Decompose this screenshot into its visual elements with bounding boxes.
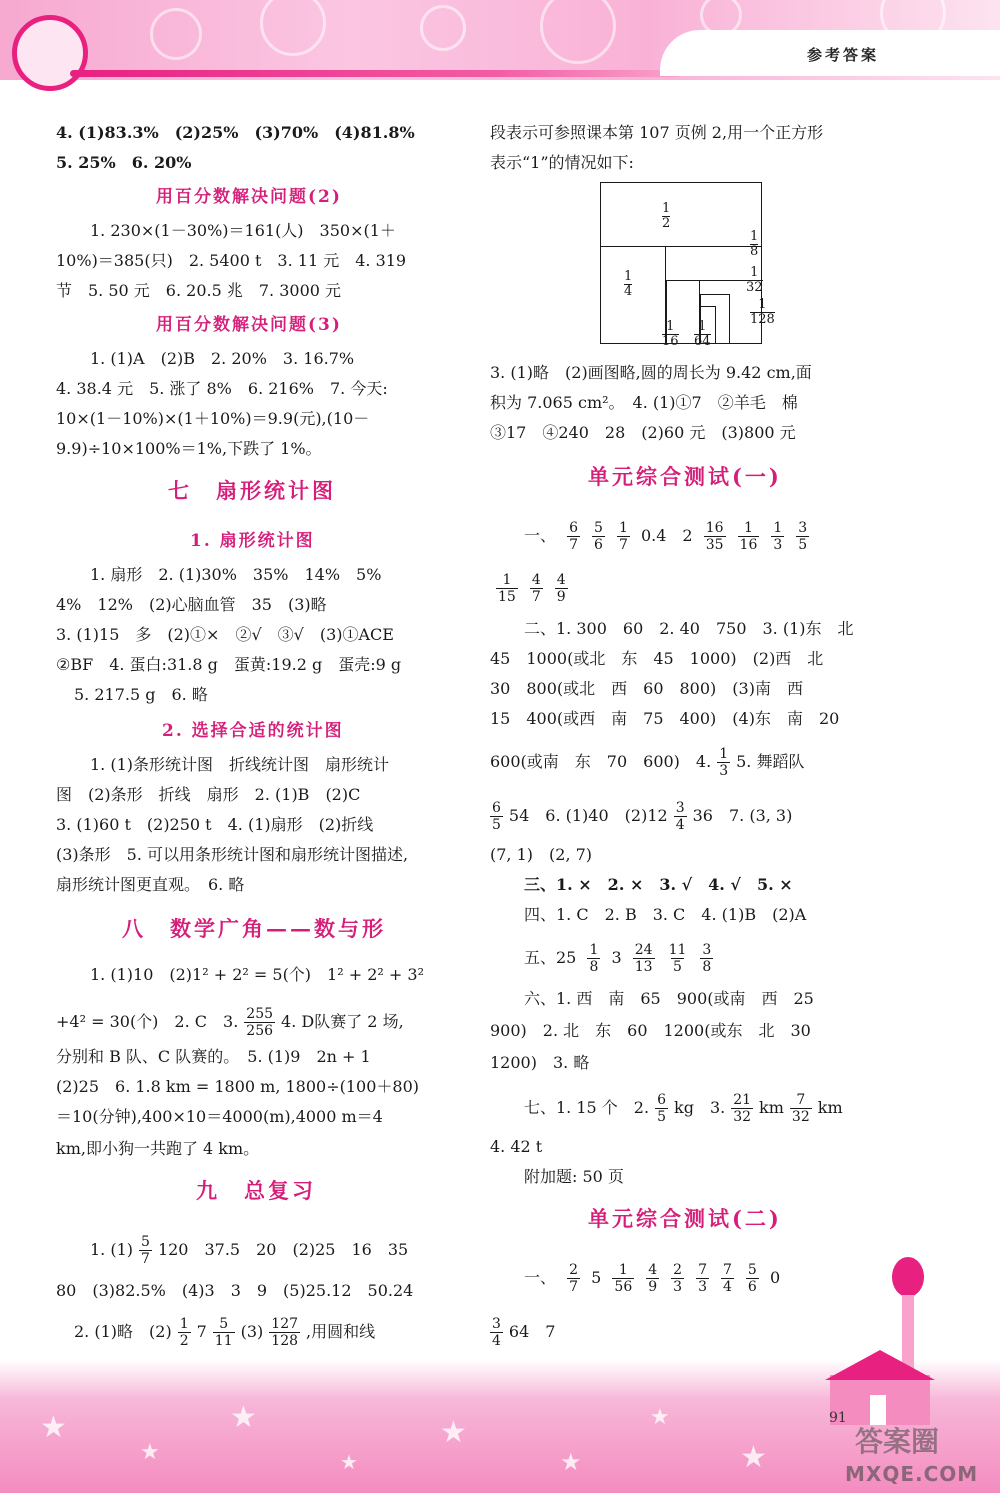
- denominator: 6: [747, 1279, 757, 1295]
- answer-line: 4% 12% (2)心脑血管 35 (3)略: [56, 595, 327, 614]
- denominator: 32: [733, 1109, 752, 1125]
- numerator: 16: [705, 520, 724, 536]
- denominator: 128: [750, 312, 775, 327]
- numerator: 4: [531, 572, 541, 588]
- answer-line: ＝10(分钟),400×10＝4000(m),4000 m＝4: [56, 1107, 383, 1126]
- answer-line: 10%)＝385(只) 2. 5400 t 3. 11 元 4. 319: [56, 251, 407, 270]
- denominator: 16: [662, 334, 679, 349]
- answer-line: ③17 ④240 28 (2)60 元 (3)800 元: [490, 423, 796, 442]
- answer-text: 5: [591, 1268, 602, 1287]
- answer-text: 54 6. (1)40 (2)12: [508, 806, 668, 825]
- answer-line: 附加题: 50 页: [524, 1167, 624, 1186]
- numerator: 2: [569, 1262, 579, 1278]
- page-title: 参考答案: [807, 46, 880, 64]
- denominator: 7: [569, 537, 579, 553]
- numerator: 7: [723, 1262, 732, 1278]
- denominator: 128: [271, 1333, 299, 1349]
- numerator: 3: [675, 800, 685, 816]
- answer-line: 扇形统计图更直观。 6. 略: [56, 875, 245, 894]
- fraction: [671, 1262, 684, 1295]
- fraction-group: [698, 520, 816, 553]
- answer-line: ②BF 4. 蛋白:31.8 g 蛋黄:19.2 g 蛋壳:9 g: [56, 655, 402, 674]
- answer-text: 7: [196, 1322, 207, 1341]
- denominator: 3: [673, 1279, 683, 1295]
- fraction: [721, 1262, 734, 1295]
- answer-line: 3. (1)15 多 (2)①× ②√ ③√ (3)①ACE: [56, 625, 394, 644]
- answer-line: 80 (3)82.5% (4)3 3 9 (5)25.12 50.24: [56, 1281, 414, 1300]
- answer-line: [490, 1316, 555, 1349]
- numerator: 5: [594, 520, 603, 536]
- star-icon: ★: [740, 1440, 767, 1475]
- denominator: 5: [492, 817, 501, 833]
- answer-line: 1. 230×(1－30%)＝161(人) 350×(1＋: [90, 221, 396, 240]
- answer-line: [490, 746, 804, 779]
- answer-line: 图 (2)条形 折线 扇形 2. (1)B (2)C: [56, 785, 361, 804]
- denominator: 32: [791, 1109, 810, 1125]
- fraction-group: [561, 1262, 586, 1295]
- answer-line: 表示“1”的情况如下:: [490, 153, 634, 172]
- numerator: 1: [750, 229, 759, 244]
- fraction: [490, 800, 503, 833]
- denominator: 8: [702, 959, 712, 975]
- answer-line: 9.9)÷10×100%＝1%,下跌了 1%。: [56, 439, 322, 458]
- fraction-group: [627, 942, 720, 975]
- fraction: [717, 746, 730, 779]
- answer-text: km: [759, 1098, 784, 1117]
- fraction: [700, 942, 713, 975]
- fraction: [738, 520, 760, 553]
- label-128th: [750, 298, 775, 327]
- answer-text: 1. (1): [90, 1240, 134, 1259]
- denominator: 11: [214, 1333, 233, 1349]
- fraction: [567, 1262, 580, 1295]
- fraction: [530, 572, 543, 605]
- denominator: 4: [723, 1279, 732, 1295]
- denominator: 3: [773, 537, 783, 553]
- label-half: [662, 202, 670, 231]
- answer-line: [524, 1262, 780, 1295]
- fraction: [617, 520, 630, 553]
- numerator: 24: [634, 942, 653, 958]
- answer-line: [524, 520, 815, 553]
- denominator: 6: [594, 537, 603, 553]
- fraction: [612, 1262, 634, 1295]
- answer-line: (2)25 6. 1.8 km = 1800 m, 1800÷(100＋80): [56, 1077, 420, 1096]
- denominator: 3: [719, 763, 729, 779]
- denominator: 15: [498, 589, 516, 605]
- answer-line: 4. 38.4 元 5. 涨了 8% 6. 216% 7. 今天:: [56, 379, 388, 398]
- answer-line: km,即小狗一共跑了 4 km。: [56, 1139, 260, 1158]
- answer-line: 5. 217.5 g 6. 略: [74, 685, 208, 704]
- answer-text: 0.4 2: [640, 526, 693, 545]
- fraction: [567, 520, 580, 553]
- label-quarter: [624, 270, 632, 299]
- answer-line: 3. (1)略 (2)画图略,圆的周长为 9.42 cm,面: [490, 363, 812, 382]
- fraction: [555, 572, 568, 605]
- answer-text: kg 3.: [674, 1098, 726, 1117]
- answer-line: 4. (1)83.3% (2)25% (3)70% (4)81.8%: [56, 123, 415, 142]
- numerator: 1: [758, 297, 767, 312]
- denominator: 9: [648, 1279, 658, 1295]
- answer-text: 一、: [524, 1268, 557, 1287]
- answer-text: 5. 舞蹈队: [736, 752, 805, 771]
- answer-line: 四、1. C 2. B 3. C 4. (1)B (2)A: [524, 905, 807, 924]
- answer-line: [524, 942, 719, 975]
- section-heading: 用百分数解决问题(3): [156, 315, 342, 335]
- fraction: [587, 942, 600, 975]
- answer-line: 1. (1)10 (2)1² + 2² = 5(个) 1² + 2² + 3²: [90, 965, 424, 984]
- section-heading: 1. 扇形统计图: [190, 531, 315, 551]
- numerator: 7: [698, 1262, 707, 1278]
- answer-text: 2. (1)略 (2): [74, 1322, 172, 1341]
- star-icon: ★: [140, 1440, 160, 1465]
- fraction: [244, 1006, 275, 1039]
- star-icon: ★: [650, 1405, 670, 1430]
- numerator: 1: [618, 1262, 628, 1278]
- chapter-heading: 七 扇形统计图: [168, 478, 336, 503]
- denominator: 7: [141, 1251, 150, 1267]
- numerator: 255: [246, 1006, 274, 1022]
- answer-text: 七、1. 15 个 2.: [524, 1098, 650, 1117]
- fraction-group: [561, 520, 636, 553]
- denominator: 4: [492, 1333, 501, 1349]
- star-icon: ★: [560, 1448, 582, 1476]
- label-sixteenth: [662, 320, 679, 349]
- fraction: [496, 572, 518, 605]
- watermark-url: MXQE.COM: [845, 1462, 979, 1486]
- answer-line: [90, 1234, 408, 1267]
- answer-line: 1. (1)A (2)B 2. 20% 3. 16.7%: [90, 349, 355, 368]
- answer-line: 3. (1)60 t (2)250 t 4. (1)扇形 (2)折线: [56, 815, 374, 834]
- numerator: 1: [666, 319, 675, 334]
- label-thirtysecond: [746, 266, 763, 295]
- numerator: 21: [733, 1092, 752, 1108]
- answer-line: [74, 1316, 375, 1349]
- denominator: 5: [657, 1109, 666, 1125]
- fraction: [790, 1092, 812, 1125]
- fraction: [178, 1316, 191, 1349]
- answer-line: 三、1. × 2. × 3. √ 4. √ 5. ×: [524, 875, 793, 894]
- numerator: 1: [773, 520, 783, 536]
- numerator: 1: [624, 269, 633, 284]
- fraction: [646, 1262, 659, 1295]
- answer-line: 六、1. 西 南 65 900(或南 西 25: [524, 989, 814, 1008]
- numerator: 1: [502, 572, 512, 588]
- numerator: 1: [662, 201, 671, 216]
- numerator: 4: [556, 572, 566, 588]
- fraction: [655, 1092, 668, 1125]
- fraction-group: [606, 1262, 764, 1295]
- numerator: 4: [648, 1262, 658, 1278]
- fraction: [746, 1262, 759, 1295]
- numerator: 1: [589, 942, 599, 958]
- denominator: 9: [556, 589, 566, 605]
- answer-line: 积为 7.065 cm²。 4. (1)①7 ②羊毛 棉: [490, 393, 798, 412]
- numerator: 1: [750, 265, 759, 280]
- answer-text: 36 7. (3, 3): [692, 806, 793, 825]
- numerator: 5: [141, 1234, 150, 1250]
- answer-line: 30 800(或北 西 60 800) (3)南 西: [490, 679, 803, 698]
- fraction: [696, 1262, 709, 1295]
- fraction: [269, 1316, 300, 1349]
- fraction: [490, 1316, 503, 1349]
- answer-text: +4² = 30(个) 2. C 3.: [56, 1012, 239, 1031]
- answer-line: (3)条形 5. 可以用条形统计图和扇形统计图描述,: [56, 845, 409, 864]
- denominator: 256: [246, 1023, 274, 1039]
- fraction: [731, 1092, 753, 1125]
- answer-line: [490, 800, 792, 833]
- numerator: 6: [569, 520, 579, 536]
- answer-text: 0: [769, 1268, 781, 1287]
- denominator: 35: [705, 537, 724, 553]
- answer-line: 1200) 3. 略: [490, 1053, 590, 1072]
- answer-line: [56, 1006, 404, 1039]
- numerator: 5: [747, 1262, 757, 1278]
- numerator: 2: [673, 1262, 683, 1278]
- denominator: 8: [589, 959, 599, 975]
- denominator: 32: [746, 280, 763, 295]
- answer-line: (7, 1) (2, 7): [490, 845, 593, 864]
- answer-text: ,用圆和线: [306, 1322, 376, 1341]
- denominator: 56: [614, 1279, 633, 1295]
- page-number: 91: [829, 1410, 847, 1426]
- answer-line: 10×(1－10%)×(1＋10%)＝9.9(元),(10－: [56, 409, 370, 428]
- numerator: 5: [219, 1316, 229, 1332]
- answer-line: 1. (1)条形统计图 折线统计图 扇形统计: [90, 755, 390, 774]
- numerator: 3: [492, 1316, 501, 1332]
- star-icon: ★: [230, 1400, 257, 1435]
- numerator: 127: [271, 1316, 299, 1332]
- section-heading: 单元综合测试(一): [588, 464, 782, 489]
- numerator: 7: [796, 1092, 806, 1108]
- fraction: [771, 520, 784, 553]
- label-sixtyfourth: [694, 320, 711, 349]
- fraction: [592, 520, 605, 553]
- numerator: 6: [492, 800, 501, 816]
- decorative-ring-icon: [12, 15, 88, 91]
- answer-line: 节 5. 50 元 6. 20.5 兆 7. 3000 元: [56, 281, 342, 300]
- label-eighth: [750, 230, 758, 259]
- castle-icon: [820, 1255, 940, 1435]
- fraction-group: [581, 942, 606, 975]
- chapter-heading: 九 总复习: [196, 1178, 316, 1203]
- numerator: 1: [698, 319, 707, 334]
- quarter-part: [600, 246, 666, 344]
- numerator: 1: [179, 1316, 189, 1332]
- answer-text: 64 7: [508, 1322, 556, 1341]
- numerator: 1: [743, 520, 753, 536]
- denominator: 64: [694, 334, 711, 349]
- star-icon: ★: [440, 1415, 467, 1450]
- section-heading: 用百分数解决问题(2): [156, 187, 342, 207]
- numerator: 11: [668, 942, 687, 958]
- denominator: 13: [634, 959, 653, 975]
- answer-text: 600(或南 东 70 600) 4.: [490, 752, 712, 771]
- denominator: 7: [569, 1279, 579, 1295]
- fraction: [139, 1234, 152, 1267]
- denominator: 4: [675, 817, 685, 833]
- answer-text: 4. D队赛了 2 场,: [281, 1012, 404, 1031]
- fraction: [796, 520, 809, 553]
- answer-text: 一、: [524, 526, 557, 545]
- answer-line: 5. 25% 6. 20%: [56, 153, 192, 172]
- numerator: 6: [657, 1092, 666, 1108]
- fraction-group: [490, 572, 574, 605]
- answer-line: 二、1. 300 60 2. 40 750 3. (1)东 北: [524, 619, 854, 638]
- answer-text: 五、25: [524, 948, 577, 967]
- numerator: 3: [702, 942, 712, 958]
- star-icon: ★: [340, 1450, 358, 1474]
- header-rule: [70, 70, 680, 77]
- denominator: 5: [798, 537, 808, 553]
- section-heading: 单元综合测试(二): [588, 1206, 782, 1231]
- numerator: 1: [719, 746, 729, 762]
- denominator: 3: [698, 1279, 707, 1295]
- answer-line: [490, 572, 574, 605]
- star-icon: ★: [40, 1410, 67, 1445]
- section-heading: 2. 选择合适的统计图: [162, 721, 344, 741]
- answer-text: 3: [611, 948, 622, 967]
- answer-line: [524, 1092, 843, 1125]
- chapter-heading: 八 数学广角——数与形: [122, 916, 386, 941]
- denominator: 8: [750, 244, 759, 259]
- answer-text: km: [817, 1098, 843, 1117]
- answer-line: 900) 2. 北 东 60 1200(或东 北 30: [490, 1021, 811, 1040]
- answer-line: 1. 扇形 2. (1)30% 35% 14% 5%: [90, 565, 382, 584]
- answer-text: (3): [240, 1322, 264, 1341]
- denominator: 2: [179, 1333, 189, 1349]
- answer-line: 段表示可参照课本第 107 页例 2,用一个正方形: [490, 123, 824, 142]
- fraction: [674, 800, 687, 833]
- denominator: 7: [531, 589, 541, 605]
- fraction: [213, 1316, 235, 1349]
- denominator: 16: [739, 537, 758, 553]
- answer-text: 120 37.5 20 (2)25 16 35: [157, 1240, 409, 1259]
- fraction: [633, 942, 655, 975]
- denominator: 4: [624, 284, 633, 299]
- numerator: 1: [618, 520, 628, 536]
- numerator: 3: [798, 520, 808, 536]
- fraction: [667, 942, 689, 975]
- denominator: 5: [673, 959, 682, 975]
- denominator: 7: [618, 537, 628, 553]
- fraction: [704, 520, 726, 553]
- denominator: 2: [662, 216, 671, 231]
- answer-line: 分别和 B 队、C 队赛的。 5. (1)9 2n + 1: [56, 1047, 371, 1066]
- answer-line: 15 400(或西 南 75 400) (4)东 南 20: [490, 709, 840, 728]
- answer-line: 45 1000(或北 东 45 1000) (2)西 北: [490, 649, 824, 668]
- answer-line: 4. 42 t: [490, 1137, 543, 1156]
- watermark: 答案圈: [855, 1425, 940, 1458]
